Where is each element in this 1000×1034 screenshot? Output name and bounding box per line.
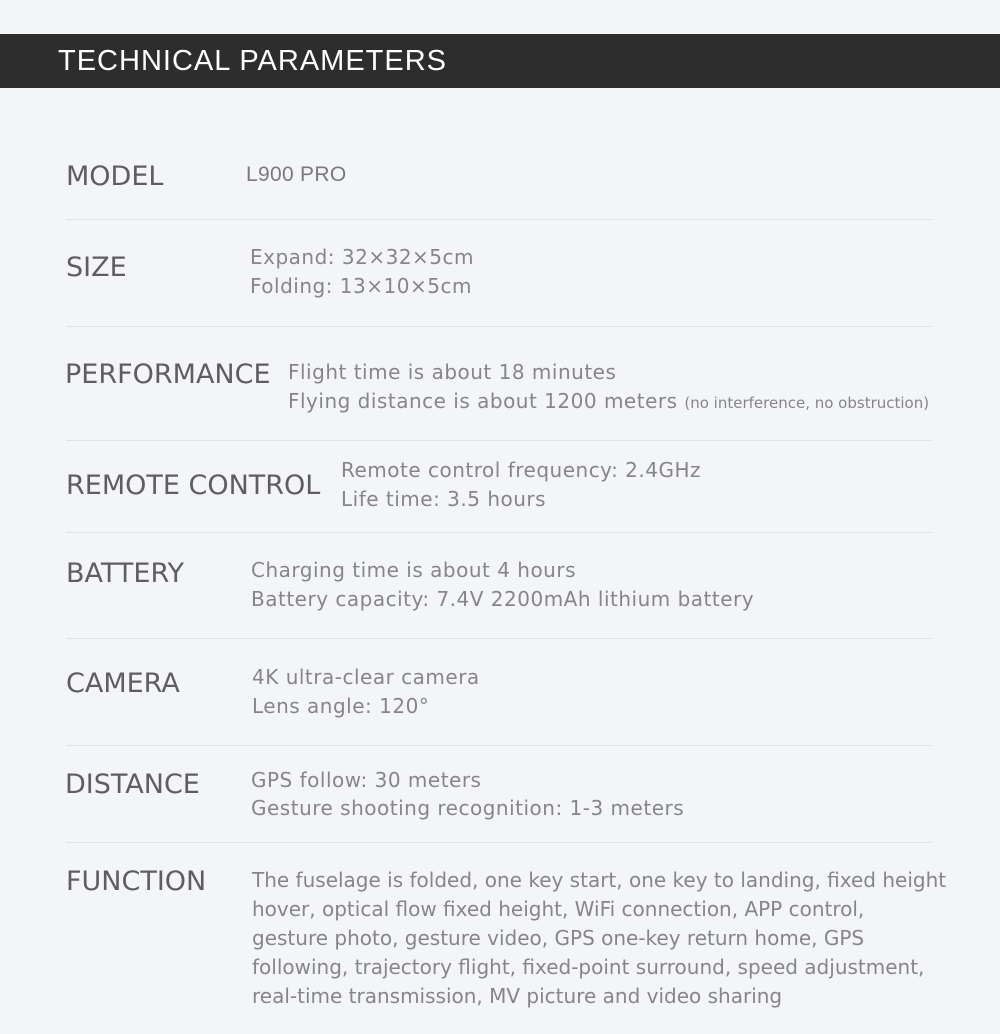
performance-distance-value bbox=[288, 387, 929, 418]
function-description bbox=[252, 866, 947, 1011]
size-label: SIZE bbox=[66, 252, 127, 283]
function-label: FUNCTION bbox=[66, 866, 207, 897]
divider bbox=[66, 219, 932, 220]
size-folding-value: Folding: 13×10×5cm bbox=[250, 274, 472, 298]
function-line: following, trajectory flight, fixed-point surround, speed adjustment, bbox=[252, 955, 925, 979]
battery-capacity-value: Battery capacity: 7.4V 2200mAh lithium battery bbox=[251, 587, 755, 611]
function-line: The fuselage is folded, one key start, one key to landing, fixed height bbox=[252, 868, 947, 892]
distance-gps-follow-value: GPS follow: 30 meters bbox=[251, 768, 482, 792]
performance-flight-time-value: Flight time is about 18 minutes bbox=[288, 360, 617, 384]
divider bbox=[66, 532, 932, 533]
distance-gesture-value: Gesture shooting recognition: 1-3 meters bbox=[251, 796, 685, 820]
model-label: MODEL bbox=[66, 161, 164, 192]
function-line: real-time transmission, MV picture and video sharing bbox=[252, 984, 783, 1008]
camera-resolution-value: 4K ultra-clear camera bbox=[252, 665, 480, 689]
divider bbox=[66, 440, 932, 441]
distance-label: DISTANCE bbox=[65, 769, 200, 800]
battery-charging-value: Charging time is about 4 hours bbox=[251, 558, 576, 582]
remote-frequency-value: Remote control frequency: 2.4GHz bbox=[341, 458, 702, 482]
model-value: L900 PRO bbox=[246, 163, 347, 186]
page-title: TECHNICAL PARAMETERS bbox=[58, 45, 447, 77]
function-line: gesture photo, gesture video, GPS one-key return home, GPS bbox=[252, 926, 865, 950]
remote-control-label: REMOTE CONTROL bbox=[66, 470, 321, 501]
performance-note: (no interference, no obstruction) bbox=[684, 394, 930, 412]
battery-label: BATTERY bbox=[66, 558, 184, 589]
divider bbox=[66, 326, 932, 327]
remote-life-time-value: Life time: 3.5 hours bbox=[341, 487, 547, 511]
divider bbox=[66, 842, 932, 843]
performance-label: PERFORMANCE bbox=[65, 359, 271, 390]
size-expand-value: Expand: 32×32×5cm bbox=[250, 245, 475, 269]
function-line: hover, optical flow fixed height, WiFi connection, APP control, bbox=[252, 897, 865, 921]
camera-label: CAMERA bbox=[66, 668, 180, 699]
divider bbox=[66, 745, 932, 746]
divider bbox=[66, 638, 932, 639]
header-bar bbox=[0, 34, 1000, 88]
performance-distance-text: Flying distance is about 1200 meters bbox=[288, 389, 678, 413]
camera-lens-angle-value: Lens angle: 120° bbox=[252, 694, 430, 718]
